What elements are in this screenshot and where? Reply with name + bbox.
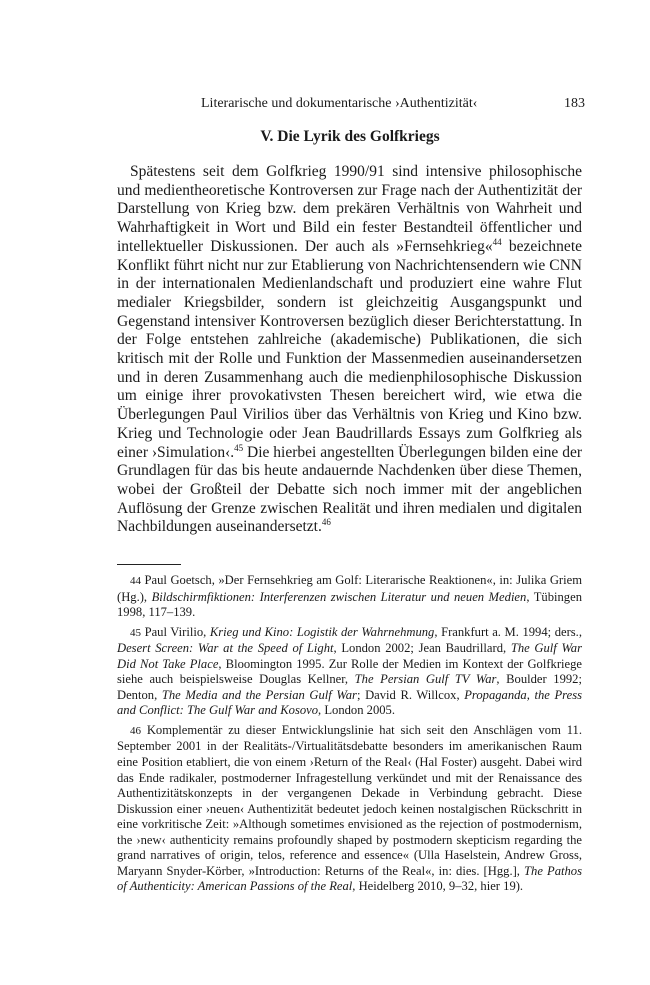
footnote-separator [117,564,181,565]
paragraph: Spätestens seit dem Golfkrieg 1990/91 sind intensive philosophische und medientheoretische Kontroversen zur Frage nach der Authentizität der Darstellung von Krieg bzw. dem prekären Verhältnis von Wahrheit und Wahrhaftigkeit in Wort und Bild ein fester Bestandteil öffentlicher und intellektueller Diskussionen. Der auch als »Fernsehkrieg«$^{44}$ bezeichnete Konflikt führt nicht nur zur Etablierung von Nachrichtensendern wie CNN in der internationalen Medienlandschaft und produziert eine wahre Flut medialer Kriegsbilder, sondern ist gleichzeitig Ausgangspunkt und Gegenstand intensiver Kontroversen bezüglich dieser Berichterstattung. In der Folge entstehen zahlreiche (akademische) Publikationen, die sich kritisch mit der Rolle und Funktion der Massenmedien auseinandersetzen und in deren Zusammenhang auch die medienphilosophische Diskussion um einige ihrer provokativsten Thesen bereichert wird, wie etwa die Überlegungen Paul Virilios über das Verhältnis von Krieg und Kino bzw. Krieg und Technologie oder Jean Baudrillards Essays zum Golfkrieg als einer ›Simulation‹.$^{45}$ Die hierbei angestellten Überlegungen bilden eine der Grundlagen für das bis heute andauernde Nachdenken über diese Themen, wobei der Großteil der Debatte sich noch immer mit der angeblichen Auflösung der Grenze zwischen Realität und ihren medialen und digitalen Nachbildungen auseinandersetzt.$^{46}$ [117,163,583,536]
footnote-45: 45 Paul Virilio, Krieg und Kino: Logistik der Wahrnehmung, Frankfurt a. M. 1994; ders., Desert Screen: War at the Speed of Light, London 2002; Jean Baudrillard, The Gulf War Did Not Take Place, Bloomington 1995. Zur Rolle der Medien im Kontext der Golfkriege siehe auch beispielsweise Douglas Kellner, The Persian Gulf TV War, Boulder 1992; Denton, The Media and the Persian Gulf War; David R. Willcox, Propaganda, the Press and Conflict: The Gulf War and Kosovo, London 2005. [117,624,583,718]
main-text [117,163,582,537]
footnote-ref-46[interactable]: 46 [321,517,331,528]
running-header [115,96,585,116]
footnote-ref-45[interactable]: 45 [234,442,244,453]
page-number: 183 [564,96,585,111]
footnote-ref-44[interactable]: 44 [492,236,502,247]
footnote-44: 44 Paul Goetsch, »Der Fernsehkrieg am Golf: Literarische Reaktionen«, in: Julika Griem (Hg.), Bildschirmfiktionen: Interferenzen zwischen Literatur und neuen Medien, Tübingen 1998, 117–139. [117,573,582,620]
footnote-46: 46 Komplementär zu dieser Entwicklungslinie hat sich seit den Anschlägen vom 11. September 2001 in der Realitäts-/Virtualitätsdebatte besonders im amerikanischen Raum eine Position etabliert, die von einem ›Return of the Real‹ (Hal Foster) ausgeht. Dabei wird das Ende radikaler, postmoderner Infragestellung verkündet und mit der Renaissance des Authentizitätskonzepts in der vergangenen Dekade in Verbindung gebracht. Diese Diskussion einer ›neuen‹ Authentizität bedeutet jedoch keinen nostalgischen Rückschritt in eine vorkritische Zeit: »Although sometimes envisioned as the rejection of postmodernism, the ›new‹ authenticity remains profoundly shaped by postmodern skepticism regarding the grand narratives of origin, telos, reference and essence« (Ulla Haselstein, Andrew Gross, Maryann Snyder-Körber, »Introduction: Returns of the Real«, in: dies. [Hgg.], The Pathos of Authenticity: American Passions of the Real, Heidelberg 2010, 9–32, hier 19). [117,722,582,894]
section-heading: V. Die Lyrik des Golfkriegs [260,128,440,145]
running-title: Literarische und dokumentarische ›Authentizität‹ [201,96,478,111]
footnotes [117,573,582,899]
